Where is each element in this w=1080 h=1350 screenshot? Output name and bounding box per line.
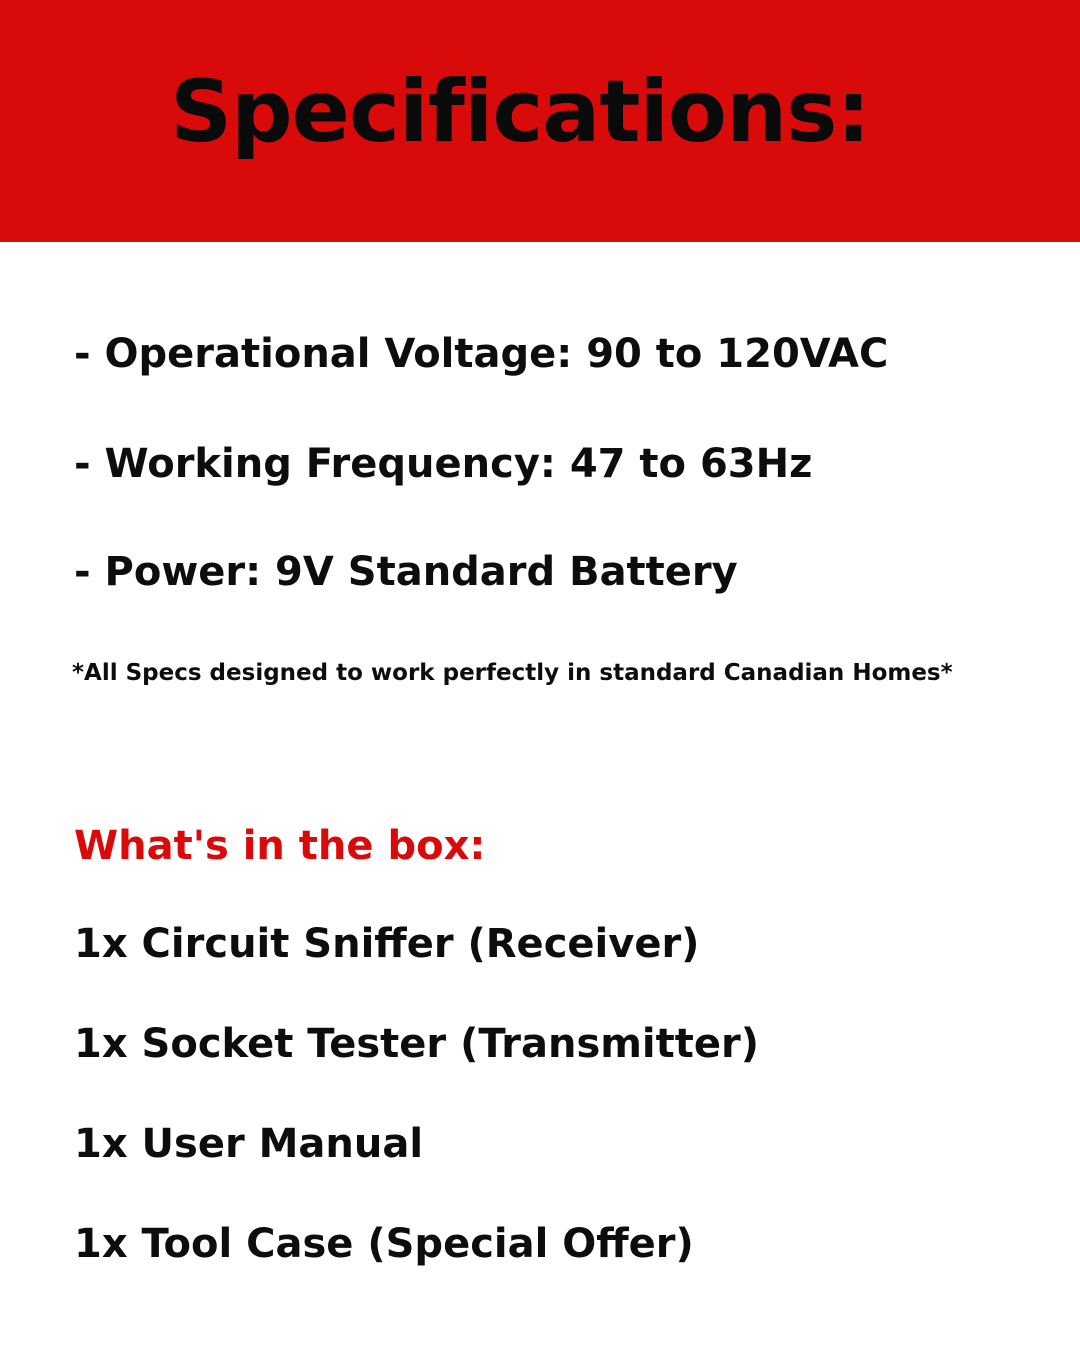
box-item-user-manual: 1x User Manual (74, 1121, 424, 1167)
spec-item-voltage: - Operational Voltage: 90 to 120VAC (74, 331, 889, 377)
spec-footnote: *All Specs designed to work perfectly in standard Canadian Homes* (72, 660, 953, 686)
header-banner (0, 0, 1080, 242)
spec-item-power: - Power: 9V Standard Battery (74, 549, 738, 595)
box-contents-heading: What's in the box: (74, 823, 486, 869)
page-title: Specifications: (170, 62, 870, 162)
box-item-circuit-sniffer: 1x Circuit Sniffer (Receiver) (74, 921, 700, 967)
box-item-socket-tester: 1x Socket Tester (Transmitter) (74, 1021, 760, 1067)
spec-item-frequency: - Working Frequency: 47 to 63Hz (74, 441, 813, 487)
box-item-tool-case: 1x Tool Case (Special Offer) (74, 1221, 694, 1267)
